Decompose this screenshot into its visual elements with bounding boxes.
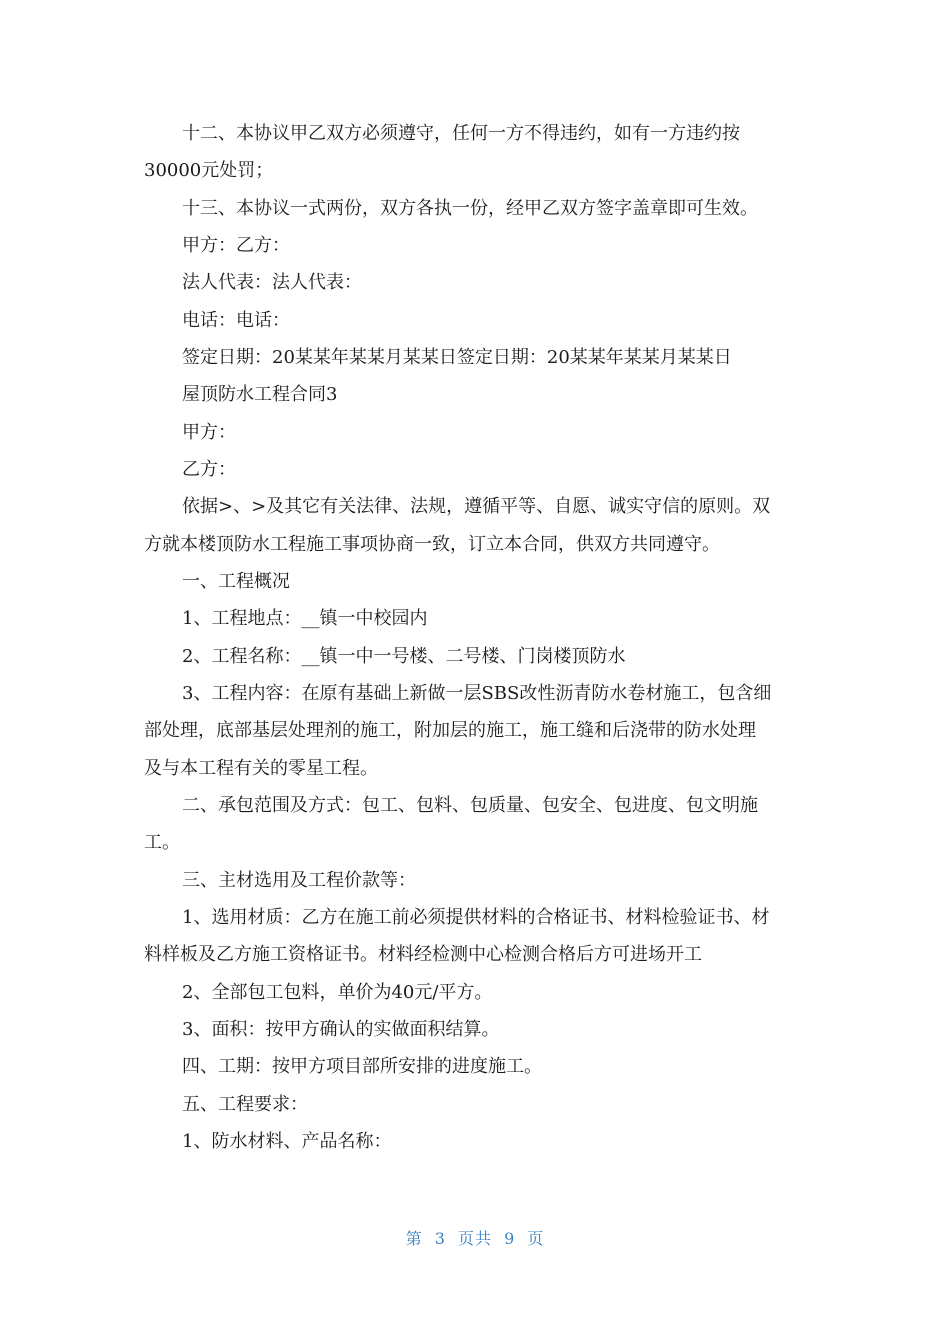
text-line: 电话：电话：: [182, 310, 290, 331]
text-line: 30000元处罚；: [144, 160, 274, 181]
text-line: 一、工程概况: [182, 571, 290, 592]
text-line: 签定日期：20某某年某某月某某日签定日期：20某某年某某月某某日: [182, 347, 732, 368]
page-number: 第 3 页共 9 页: [405, 1229, 545, 1248]
text-line: 2、工程名称：__镇一中一号楼、二号楼、门岗楼顶防水: [182, 646, 626, 667]
text-line: 四、工期：按甲方项目部所安排的进度施工。: [182, 1056, 542, 1077]
text-line: 五、工程要求：: [182, 1094, 308, 1115]
text-line: 乙方：: [182, 459, 236, 480]
text-line: 甲方：: [182, 422, 236, 443]
text-line: 甲方：乙方：: [182, 235, 290, 256]
text-line: 三、主材选用及工程价款等：: [182, 870, 416, 891]
text-line: 十二、本协议甲乙双方必须遵守，任何一方不得违约，如有一方违约按: [182, 123, 740, 144]
text-line: 1、工程地点：__镇一中校园内: [182, 608, 428, 629]
text-line: 二、承包范围及方式：包工、包料、包质量、包安全、包进度、包文明施: [182, 795, 758, 816]
text-line: 屋顶防水工程合同3: [182, 384, 338, 405]
text-line: 十三、本协议一式两份，双方各执一份，经甲乙双方签字盖章即可生效。: [182, 198, 758, 219]
text-line: 2、全部包工包料，单价为40元/平方。: [182, 982, 493, 1003]
text-line: 依据>、>及其它有关法律、法规，遵循平等、自愿、诚实守信的原则。双: [182, 496, 771, 517]
text-line: 方就本楼顶防水工程施工事项协商一致，订立本合同，供双方共同遵守。: [144, 534, 720, 555]
text-line: 1、防水材料、产品名称：: [182, 1131, 392, 1152]
text-line: 法人代表：法人代表：: [182, 272, 362, 293]
text-line: 1、选用材质：乙方在施工前必须提供材料的合格证书、材料检验证书、材: [182, 907, 770, 928]
text-line: 料样板及乙方施工资格证书。材料经检测中心检测合格后方可进场开工: [144, 944, 702, 965]
text-line: 部处理，底部基层处理剂的施工，附加层的施工，施工缝和后浇带的防水处理: [144, 720, 756, 741]
text-line: 3、工程内容：在原有基础上新做一层SBS改性沥青防水卷材施工，包含细: [182, 683, 772, 704]
text-line: 3、面积：按甲方确认的实做面积结算。: [182, 1019, 500, 1040]
text-line: 及与本工程有关的零星工程。: [144, 758, 378, 779]
text-line: 工。: [144, 832, 180, 853]
